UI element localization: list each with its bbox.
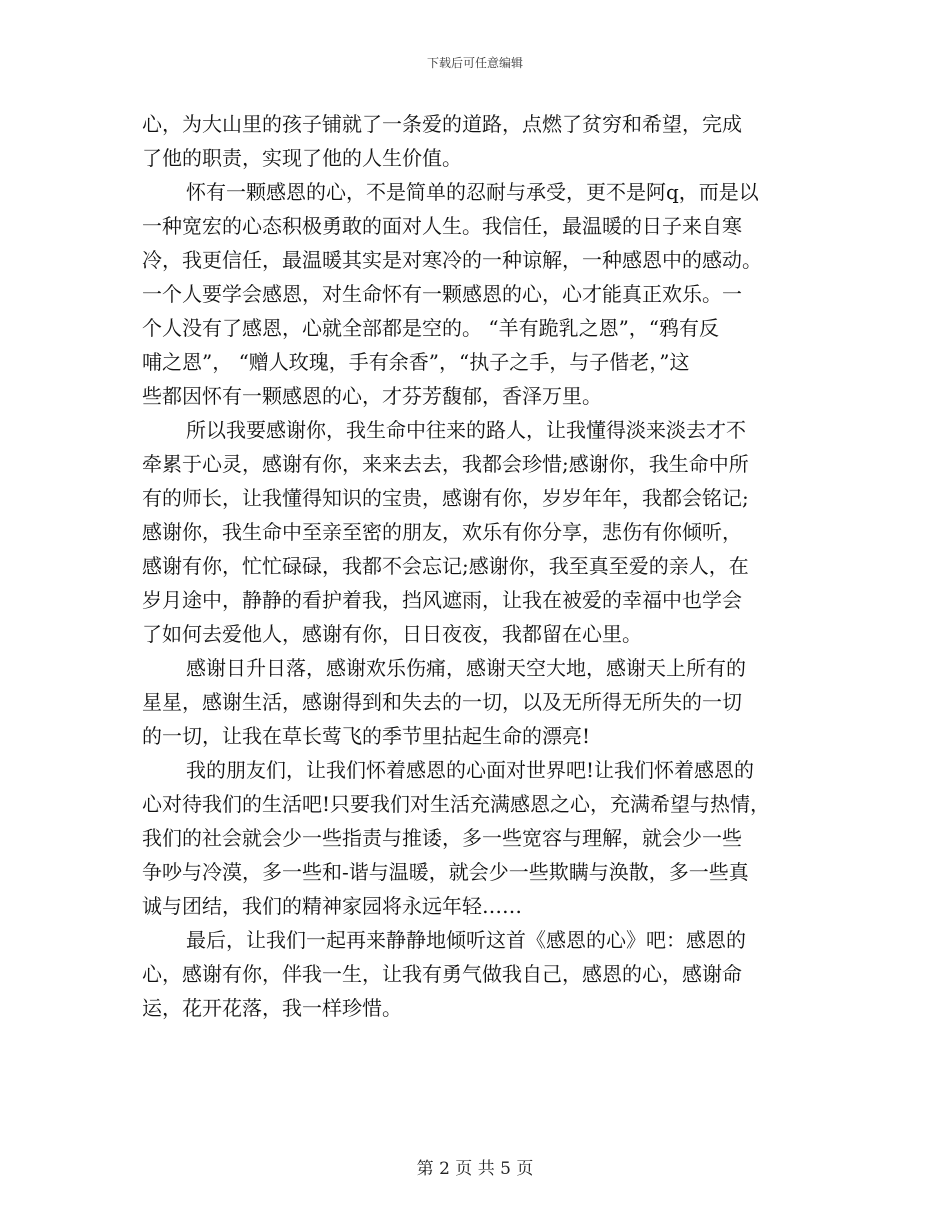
text-line: 些都因怀有一颗感恩的心，才芬芳馥郁，香泽万里。 [142, 384, 602, 408]
text-line: 诚与团结，我们的精神家园将永远年轻…… [142, 894, 522, 918]
text-line: 我们的社会就会少一些指责与推诿，多一些宽容与理解，就会少一些 [142, 826, 742, 850]
text-line: 运，花开花落，我一样珍惜。 [142, 996, 402, 1020]
text-line: 的一切，让我在草长莺飞的季节里拈起生命的漂亮! [142, 724, 591, 748]
text-line: 了如何去爱他人，感谢有你，日日夜夜，我都留在心里。 [142, 622, 642, 646]
text-line: 心，感谢有你，伴我一生，让我有勇气做我自己，感恩的心，感谢命 [142, 962, 742, 986]
text-line: 牵累于心灵，感谢有你，来来去去，我都会珍惜;感谢你，我生命中所 [142, 452, 749, 476]
text-line: 个人没有了感恩，心就全部都是空的。 “羊有跪乳之恩”，“鸦有反 [142, 316, 720, 340]
text-line: 星星，感谢生活，感谢得到和失去的一切，以及无所得无所失的一切 [142, 690, 742, 714]
text-line: 一个人要学会感恩，对生命怀有一颗感恩的心，心才能真正欢乐。一 [142, 282, 742, 306]
page-header: 下载后可任意编辑 [426, 56, 523, 70]
text-line: 所以我要感谢你，我生命中往来的路人，让我懂得淡来淡去才不 [186, 418, 746, 442]
page-footer: 第 2 页 共 5 页 [416, 1159, 534, 1179]
text-line: 我的朋友们，让我们怀着感恩的心面对世界吧!让我们怀着感恩的 [186, 758, 755, 782]
text-line: 感谢有你，忙忙碌碌，我都不会忘记;感谢你，我至真至爱的亲人，在 [142, 554, 749, 578]
text-line: 一种宽宏的心态积极勇敢的面对人生。我信任，最温暖的日子来自寒 [142, 214, 742, 238]
text-line: 冷，我更信任，最温暖其实是对寒冷的一种谅解，一种感恩中的感动。 [142, 248, 762, 272]
text-line: 哺之恩”， “赠人玫瑰，手有余香”，“执子之手，与子偕老，”这 [142, 350, 690, 374]
text-line: 最后，让我们一起再来静静地倾听这首《感恩的心》吧：感恩的 [186, 928, 746, 952]
text-line: 争吵与冷漠，多一些和-谐与温暖，就会少一些欺瞒与涣散，多一些真 [142, 860, 749, 884]
text-line: 有的师长，让我懂得知识的宝贵，感谢有你，岁岁年年，我都会铭记; [142, 486, 749, 510]
text-line: 感谢你，我生命中至亲至密的朋友，欢乐有你分享，悲伤有你倾听， [142, 520, 742, 544]
text-line: 心对待我们的生活吧!只要我们对生活充满感恩之心，充满希望与热情， [142, 792, 771, 816]
body-text [142, 107, 832, 1025]
text-line: 怀有一颗感恩的心，不是简单的忍耐与承受，更不是阿q，而是以 [186, 180, 759, 204]
text-line: 感谢日升日落，感谢欢乐伤痛，感谢天空大地，感谢天上所有的 [186, 656, 746, 680]
text-line: 心，为大山里的孩子铺就了一条爱的道路，点燃了贫穷和希望，完成 [142, 112, 742, 136]
text-line: 岁月途中，静静的看护着我，挡风遮雨，让我在被爱的幸福中也学会 [142, 588, 742, 612]
text-line: 了他的职责，实现了他的人生价值。 [142, 146, 462, 170]
